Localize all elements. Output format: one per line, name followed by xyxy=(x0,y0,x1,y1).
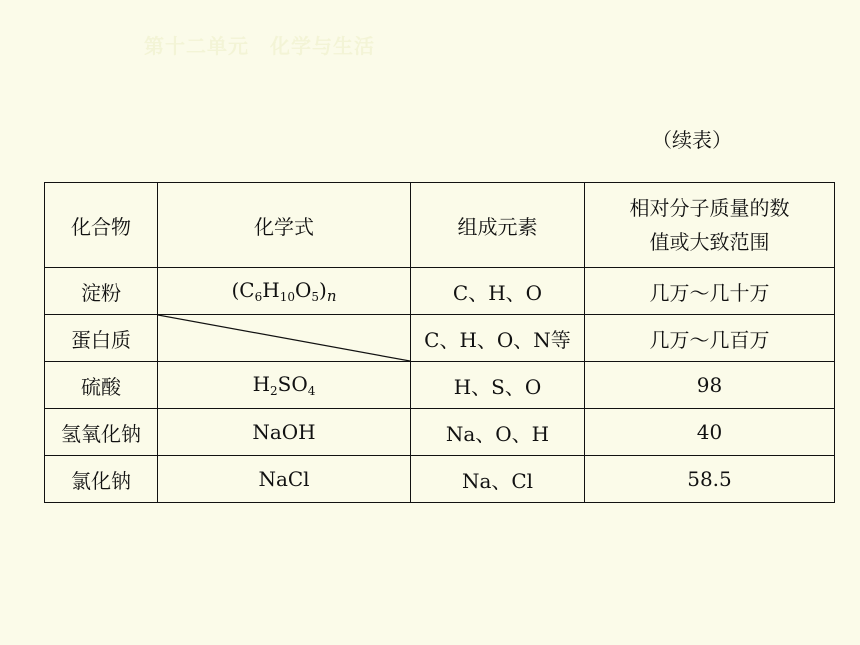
formula-starch: $(C_6H_{10}O_5)_n$ xyxy=(231,277,337,305)
cell-mass: 98 xyxy=(585,362,835,409)
table-row xyxy=(45,362,835,409)
table-row xyxy=(45,409,835,456)
header-formula: 化学式 xyxy=(158,183,411,268)
cell-elements: H、S、O xyxy=(411,362,585,409)
cell-formula xyxy=(158,362,411,409)
cell-formula: NaOH xyxy=(158,409,411,456)
header-mass-line1: 相对分子质量的数 xyxy=(629,196,790,220)
slide-title: 第十二单元 化学与生活 xyxy=(144,34,375,58)
cell-mass: 几万～几十万 xyxy=(585,268,835,315)
header-elements: 组成元素 xyxy=(411,183,585,268)
cell-elements: C、H、O xyxy=(411,268,585,315)
cell-formula: NaCl xyxy=(158,456,411,503)
cell-mass: 58.5 xyxy=(585,456,835,503)
table-header-row xyxy=(45,183,835,268)
cell-compound: 氯化钠 xyxy=(45,456,158,503)
diagonal-line xyxy=(158,315,410,361)
cell-mass: 几万～几百万 xyxy=(585,315,835,362)
cell-compound: 氢氧化钠 xyxy=(45,409,158,456)
cell-formula-empty-diagonal xyxy=(158,315,411,362)
cell-compound: 淀粉 xyxy=(45,268,158,315)
cell-elements: Na、Cl xyxy=(411,456,585,503)
compound-table xyxy=(44,182,835,503)
header-compound: 化合物 xyxy=(45,183,158,268)
cell-elements: Na、O、H xyxy=(411,409,585,456)
cell-formula xyxy=(158,268,411,315)
cell-mass: 40 xyxy=(585,409,835,456)
table-row xyxy=(45,268,835,315)
cell-elements: C、H、O、N等 xyxy=(411,315,585,362)
header-mass-line2: 值或大致范围 xyxy=(649,230,770,254)
table-row xyxy=(45,315,835,362)
header-mass xyxy=(585,183,835,268)
table-continued-note: （续表） xyxy=(652,128,732,152)
table-row xyxy=(45,456,835,503)
formula-sulfuric-acid: $H_2SO_4$ xyxy=(252,372,316,398)
cell-compound: 蛋白质 xyxy=(45,315,158,362)
cell-compound: 硫酸 xyxy=(45,362,158,409)
